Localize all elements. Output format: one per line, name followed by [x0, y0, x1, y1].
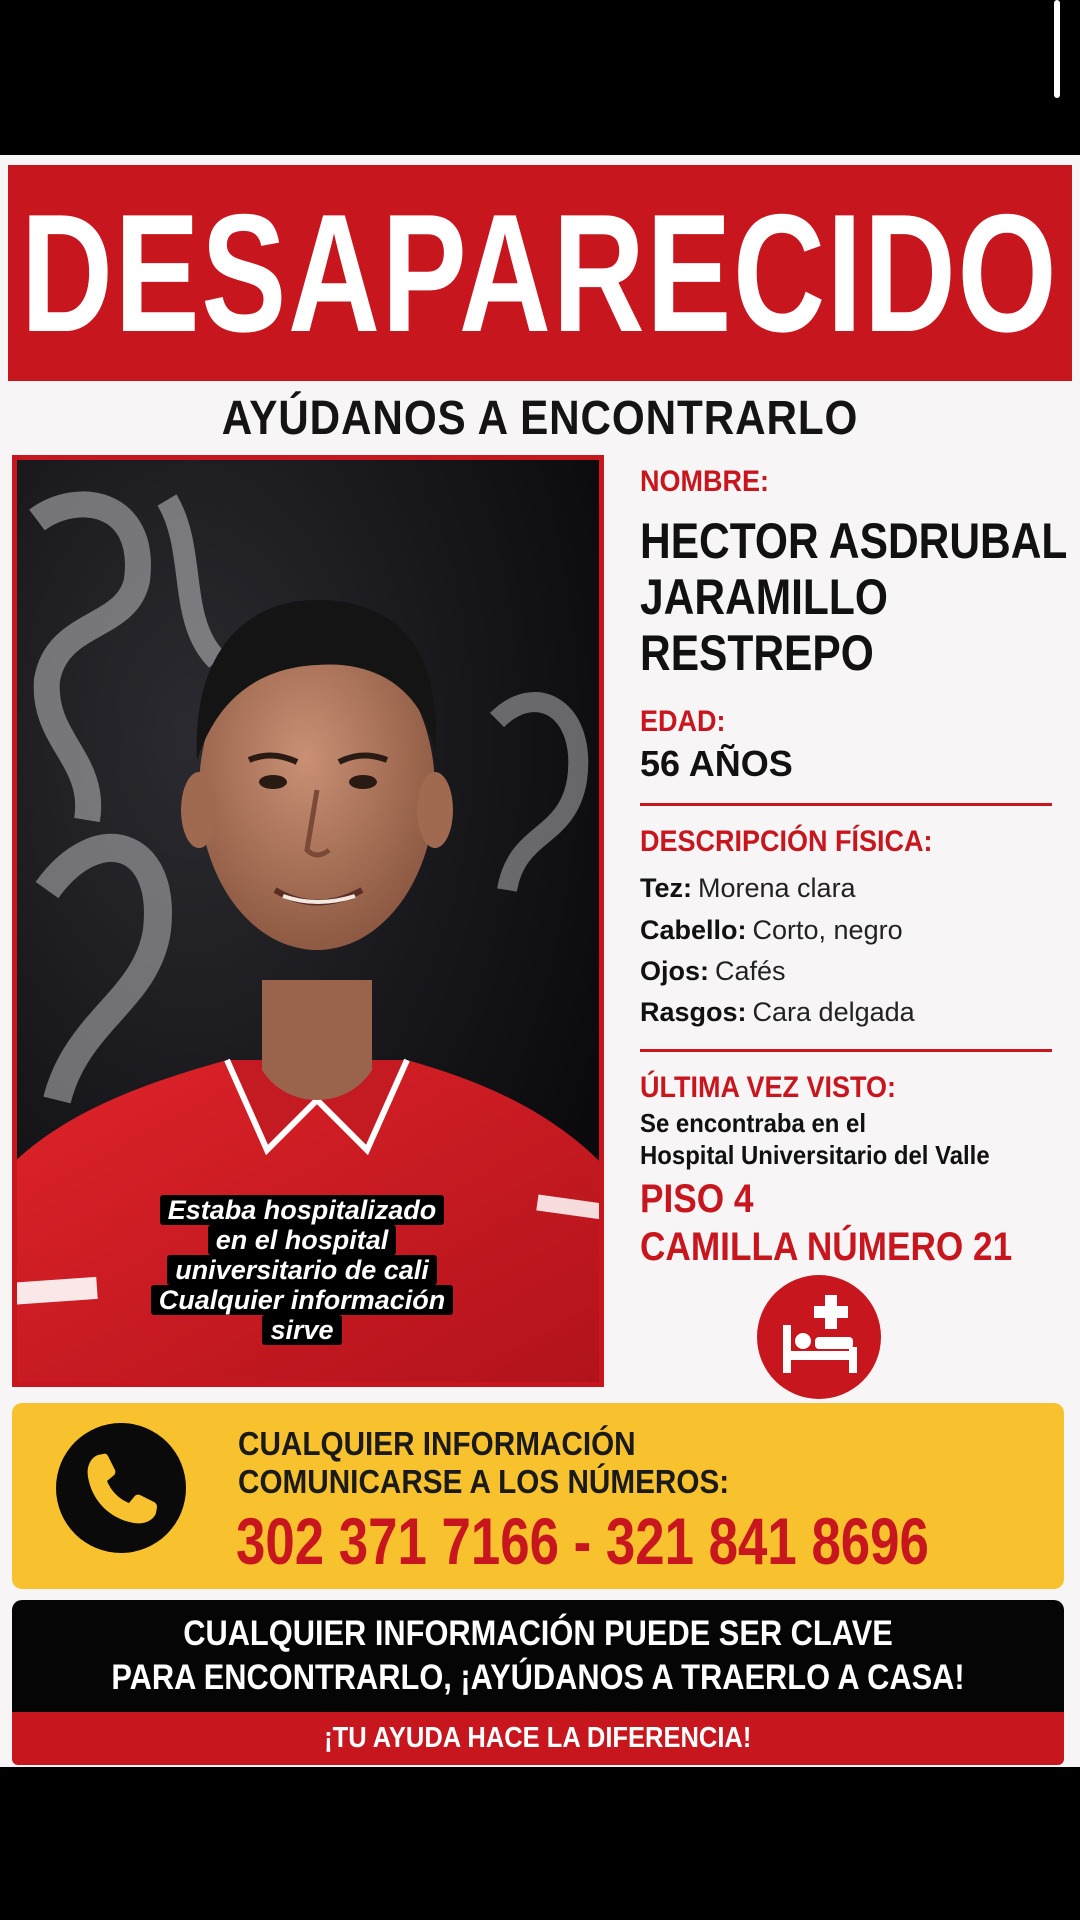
- name-line: RESTREPO: [640, 625, 874, 681]
- divider: [640, 1049, 1052, 1052]
- footer-text: ¡TU AYUDA HACE LA DIFERENCIA!: [324, 1722, 752, 1754]
- caption-line: universitario de cali: [167, 1255, 437, 1285]
- name-line: HECTOR ASDRUBAL: [640, 513, 1068, 569]
- bottom-black-bar: [0, 1767, 1080, 1920]
- caption-line: en el hospital: [208, 1225, 397, 1255]
- divider: [640, 803, 1052, 806]
- attribute-value: Cafés: [715, 956, 786, 986]
- attribute-value: Corto, negro: [752, 915, 903, 945]
- caption-line: sirve: [262, 1315, 341, 1345]
- closing-line: CUALQUIER INFORMACIÓN PUEDE SER CLAVE: [183, 1614, 893, 1653]
- attribute-key: Rasgos:: [640, 997, 747, 1027]
- attribute-cabello: [640, 915, 903, 946]
- age-label: EDAD:: [640, 705, 726, 738]
- photo-caption: [128, 1195, 476, 1345]
- attribute-rasgos: [640, 997, 915, 1028]
- attribute-value: Morena clara: [698, 873, 856, 903]
- closing-line: PARA ENCONTRARLO, ¡AYÚDANOS A TRAERLO A CASA!: [111, 1658, 965, 1697]
- last-seen-label: ÚLTIMA VEZ VISTO:: [640, 1071, 897, 1104]
- floor-text: PISO 4: [640, 1177, 754, 1221]
- name-label: NOMBRE:: [640, 465, 769, 498]
- phone-numbers[interactable]: 302 371 7166 - 321 841 8696: [236, 1504, 929, 1578]
- last-seen-text: [640, 1107, 990, 1171]
- attribute-value: Cara delgada: [752, 997, 915, 1027]
- top-black-bar: [0, 0, 1080, 155]
- subtitle: AYÚDANOS A ENCONTRARLO: [221, 392, 859, 445]
- person-name: [640, 513, 1067, 681]
- attribute-key: Tez:: [640, 873, 692, 903]
- headline-banner: [8, 165, 1072, 381]
- bed-text: CAMILLA NÚMERO 21: [640, 1225, 1013, 1269]
- headline-text: DESAPARECIDO: [21, 179, 1059, 367]
- attribute-tez: [640, 873, 856, 904]
- attribute-key: Ojos:: [640, 956, 710, 986]
- description-label: DESCRIPCIÓN FÍSICA:: [640, 825, 933, 858]
- missing-person-poster: [0, 155, 1080, 1767]
- name-line: JARAMILLO: [640, 569, 888, 625]
- scroll-indicator[interactable]: [1054, 0, 1060, 98]
- contact-line: CUALQUIER INFORMACIÓN: [238, 1425, 636, 1462]
- contact-line: COMUNICARSE A LOS NÚMEROS:: [238, 1463, 730, 1500]
- footer-banner: [12, 1712, 1064, 1765]
- age-value: 56 AÑOS: [640, 743, 793, 784]
- last-seen-line: Se encontraba en el: [640, 1108, 867, 1138]
- caption-line: Estaba hospitalizado: [160, 1195, 445, 1225]
- hospital-bed-icon: [757, 1275, 881, 1399]
- attribute-key: Cabello:: [640, 915, 747, 945]
- last-seen-line: Hospital Universitario del Valle: [640, 1140, 990, 1170]
- caption-line: Cualquier información: [151, 1285, 454, 1315]
- attribute-ojos: [640, 956, 786, 987]
- closing-message-box: [12, 1600, 1064, 1712]
- phone-icon[interactable]: [56, 1423, 186, 1553]
- contact-box: [12, 1403, 1064, 1589]
